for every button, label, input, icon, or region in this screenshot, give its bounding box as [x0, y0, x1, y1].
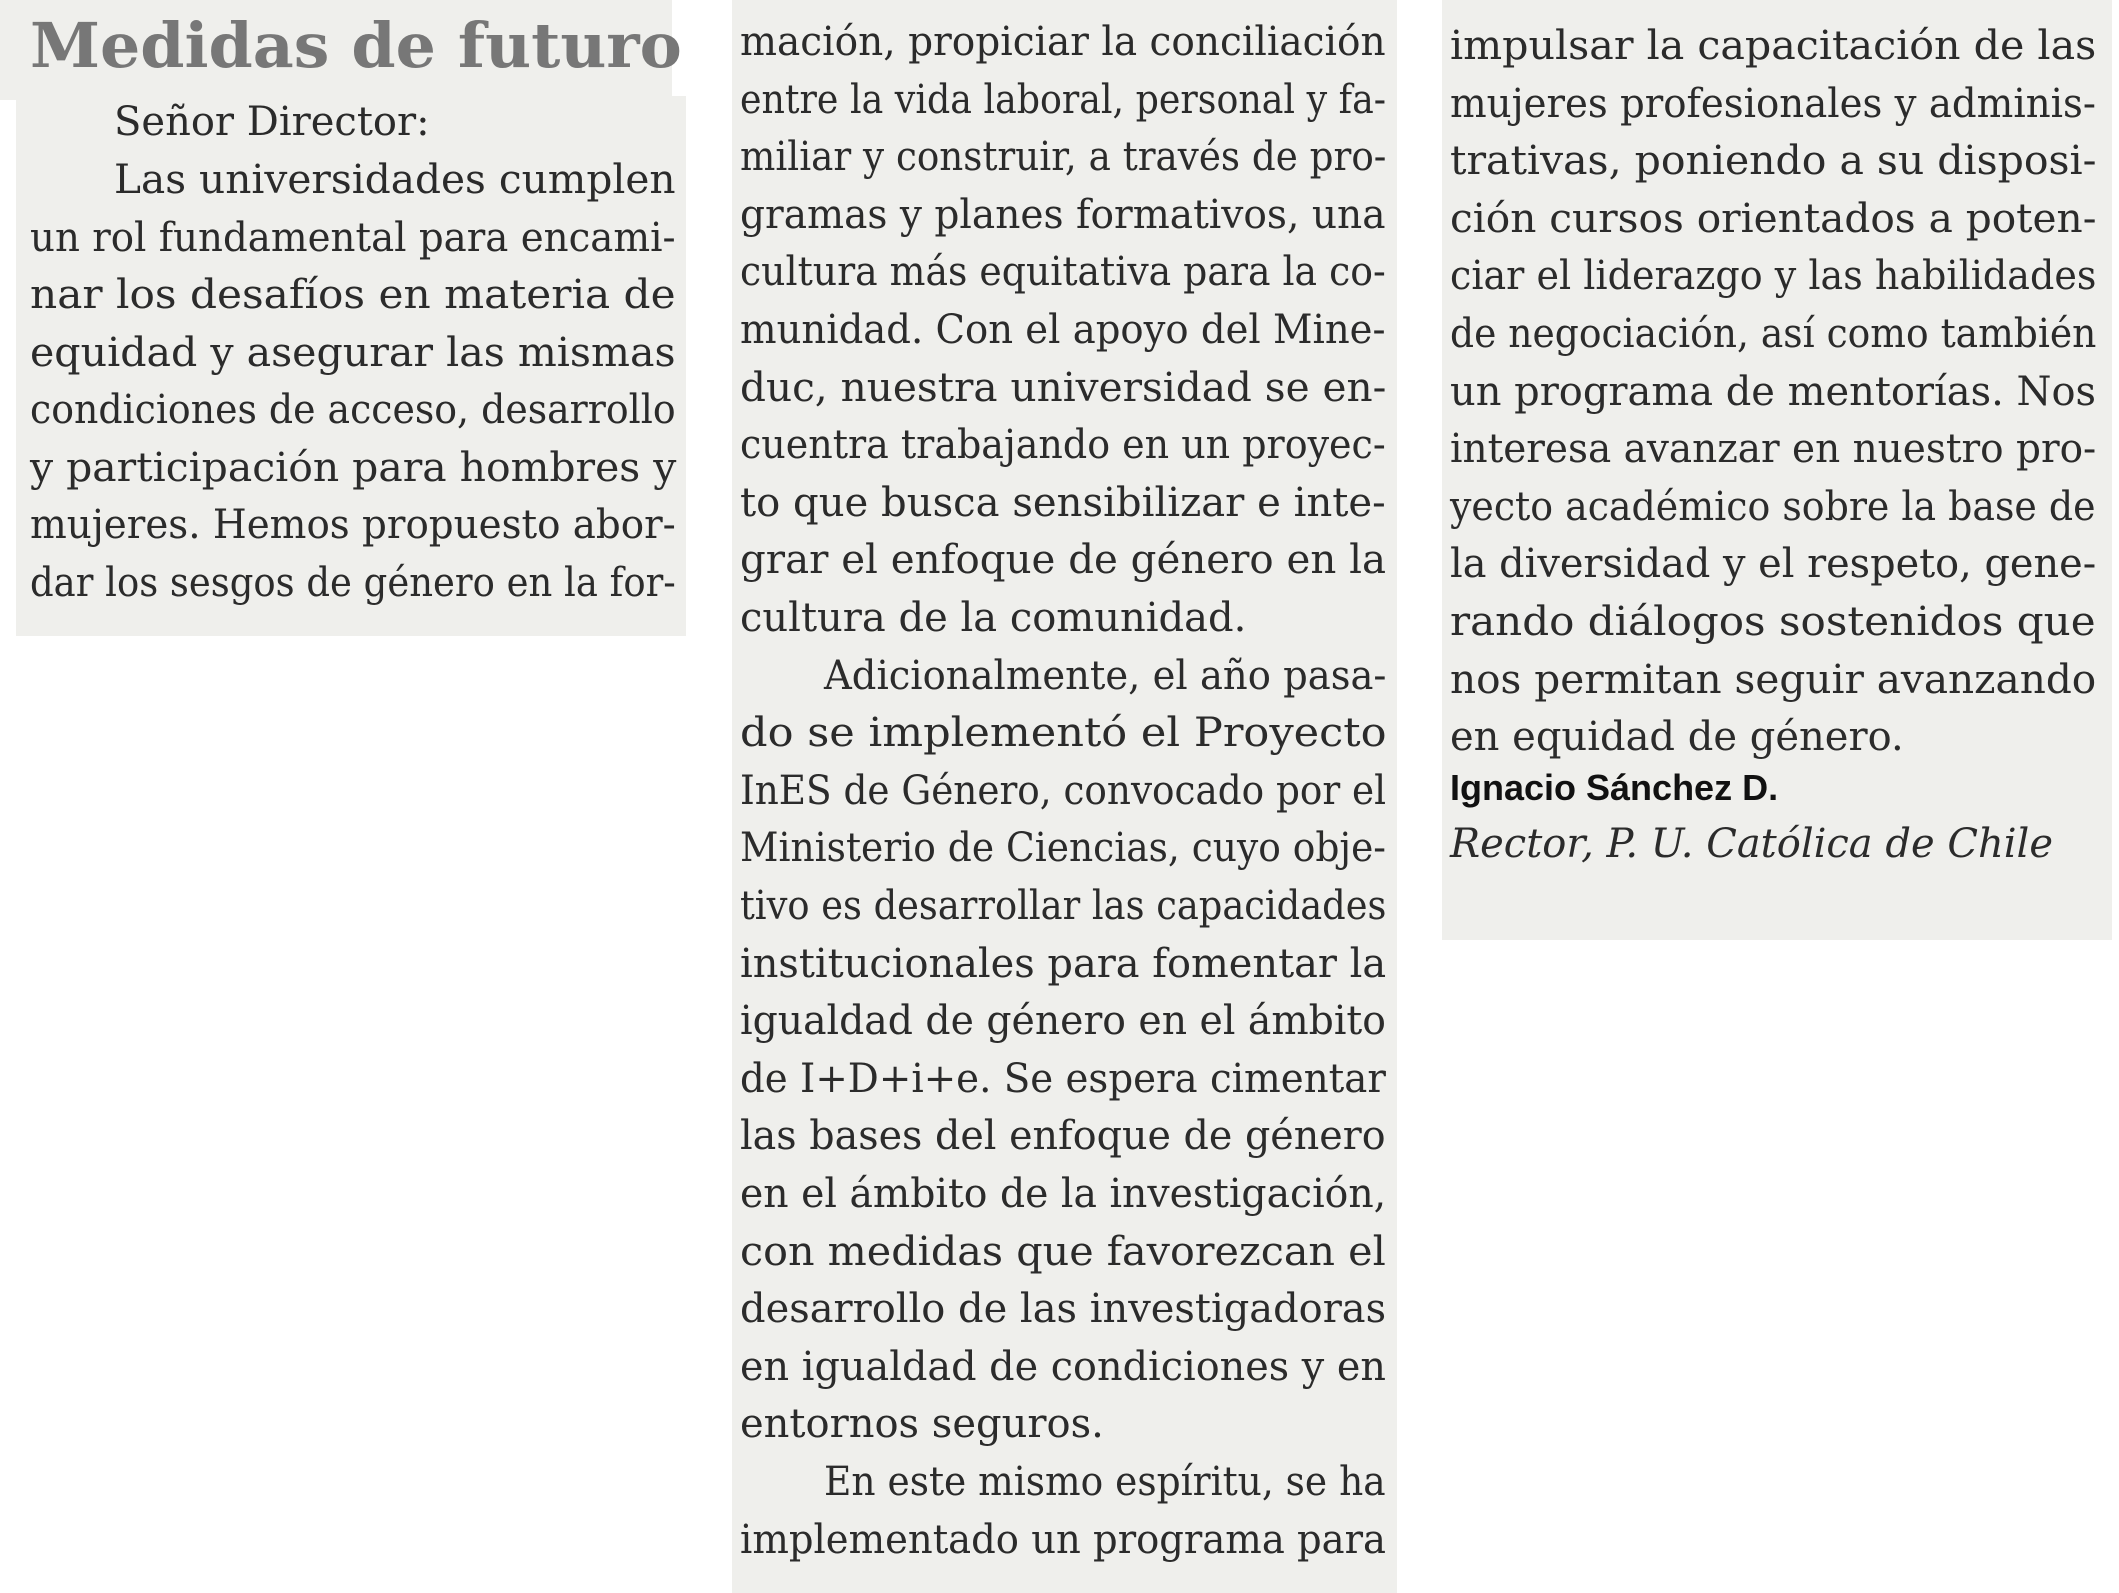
text-line: igualdad de género en el ámbito: [740, 998, 1386, 1045]
text-line: equidad y asegurar las mismas: [30, 329, 676, 376]
text-line: miliar y construir, a través de pro-: [740, 134, 1387, 181]
text-line: trativas, poniendo a su disposi-: [1450, 138, 2097, 185]
text-line: do se implementó el Proyecto: [740, 710, 1387, 757]
text-line: Adicionalmente, el año pasa-: [824, 652, 1387, 699]
text-line: en equidad de género.: [1450, 714, 1904, 761]
text-line: en igualdad de condiciones y en: [740, 1343, 1387, 1390]
text-line: yecto académico sobre la base de: [1450, 483, 2096, 530]
column-1: [30, 94, 676, 634]
text-line: con medidas que favorezcan el: [740, 1228, 1386, 1275]
text-line: en el ámbito de la investigación,: [740, 1171, 1387, 1217]
text-line: implementado un programa para: [740, 1516, 1386, 1563]
text-line: cuentra trabajando en un proyec-: [740, 422, 1386, 469]
text-line: munidad. Con el apoyo del Mine-: [740, 307, 1386, 353]
text-line: rando diálogos sostenidos que: [1450, 599, 2096, 645]
text-line: En este mismo espíritu, se ha: [824, 1459, 1386, 1505]
text-line: to que busca sensibilizar e inte-: [740, 479, 1386, 526]
signature-title: Rector, P. U. Católica de Chile: [1450, 821, 2053, 867]
text-line: desarrollo de las investigadoras: [740, 1286, 1387, 1333]
text-line: de I+D+i+e. Se espera cimentar: [740, 1055, 1386, 1102]
text-line: las bases del enfoque de género: [740, 1113, 1386, 1160]
text-line: ción cursos orientados a poten-: [1450, 195, 2097, 242]
text-line: mujeres. Hemos propuesto abor-: [30, 502, 676, 548]
text-line: duc, nuestra universidad se en-: [740, 364, 1387, 411]
text-line: mación, propiciar la conciliación: [740, 19, 1386, 65]
text-line: InES de Género, convocado por el: [740, 767, 1387, 814]
signature-name: Ignacio Sánchez D.: [1450, 767, 1779, 808]
column-2: [740, 14, 1386, 1574]
text-line: nos permitan seguir avanzando: [1450, 656, 2097, 703]
salutation: Señor Director:: [114, 99, 430, 145]
text-line: institucionales para fomentar la: [740, 940, 1387, 987]
text-line: Ministerio de Ciencias, cuyo obje-: [740, 825, 1386, 872]
text-line: la diversidad y el respeto, gene-: [1450, 541, 2097, 588]
text-line: gramas y planes formativos, una: [740, 191, 1386, 238]
text-line: ciar el liderazgo y las habilidades: [1450, 253, 2097, 300]
text-line: grar el enfoque de género en la: [740, 537, 1387, 584]
text-line: cultura más equitativa para la co-: [740, 249, 1386, 296]
text-line: un programa de mentorías. Nos: [1450, 368, 2096, 415]
text-line: mujeres profesionales y adminis-: [1450, 80, 2096, 127]
text-line: condiciones de acceso, desarrollo: [30, 387, 676, 433]
text-line: Las universidades cumplen: [114, 157, 676, 203]
text-line: y participación para hombres y: [30, 444, 677, 491]
text-line: cultura de la comunidad.: [740, 595, 1247, 641]
text-line: impulsar la capacitación de las: [1450, 23, 2097, 69]
text-line: entornos seguros.: [740, 1401, 1104, 1448]
text-line: de negociación, así como también: [1450, 311, 2097, 357]
text-line: interesa avanzar en nuestro pro-: [1450, 426, 2097, 473]
headline: Medidas de futuro: [30, 9, 682, 82]
text-line: dar los sesgos de género en la for-: [30, 559, 676, 606]
text-line: un rol fundamental para encami-: [30, 214, 676, 261]
text-line: nar los desafíos en materia de: [30, 272, 676, 318]
text-line: entre la vida laboral, personal y fa-: [740, 76, 1387, 123]
text-line: tivo es desarrollar las capacidades: [740, 883, 1387, 929]
